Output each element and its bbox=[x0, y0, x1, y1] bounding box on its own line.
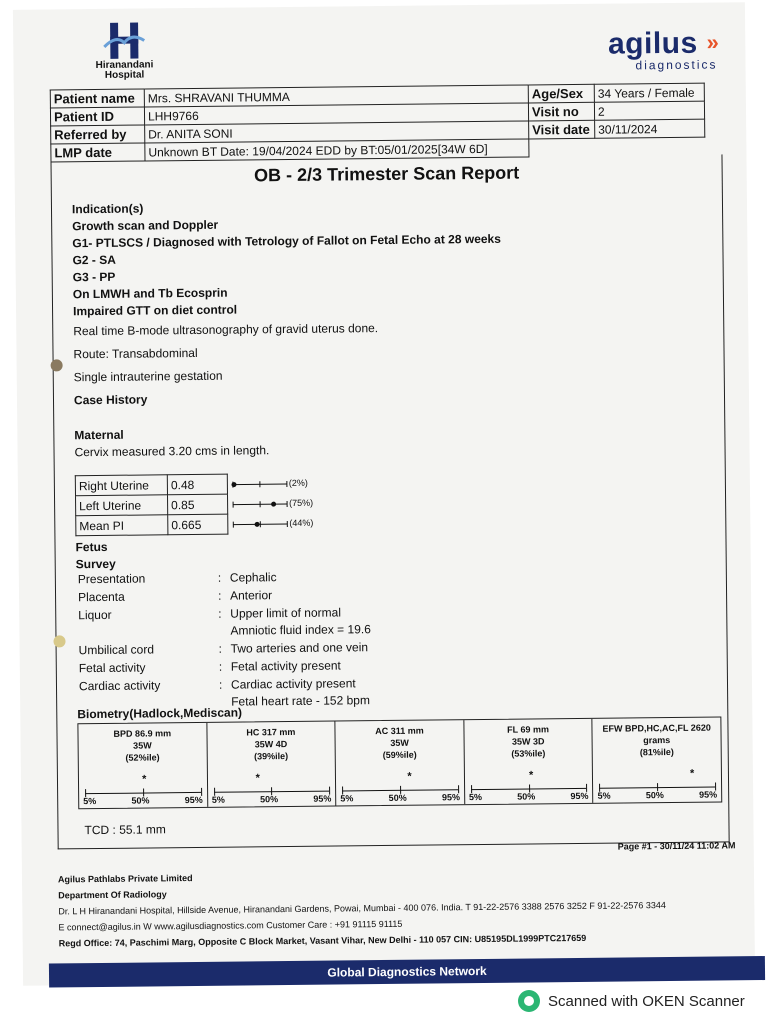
report-sheet bbox=[13, 2, 755, 986]
biometry-line: AC 311 mm bbox=[375, 725, 424, 737]
colon: : bbox=[218, 606, 222, 621]
gauge-marker bbox=[255, 522, 260, 527]
route-text: Route: Transabdominal bbox=[73, 345, 198, 362]
biometry-cell bbox=[336, 720, 465, 805]
doppler-gauge bbox=[227, 493, 327, 514]
biometry-heading: Biometry(Hadlock,Mediscan) bbox=[77, 705, 243, 722]
survey-value-line: Two arteries and one vein bbox=[230, 640, 369, 656]
survey-value bbox=[230, 587, 272, 604]
biometry-cell bbox=[593, 717, 721, 802]
doppler-name: Right Uterine bbox=[75, 475, 167, 496]
doppler-value: 0.48 bbox=[167, 474, 227, 495]
colon: : bbox=[217, 588, 222, 603]
scale-label: 50% bbox=[517, 791, 536, 802]
contact: E connect@agilus.in W www.agilusdiagnostics.com Customer Care : +91 91115 91115 bbox=[58, 918, 403, 933]
agilus-logo bbox=[608, 28, 720, 72]
percentile-marker: * bbox=[255, 772, 260, 785]
survey-value-line: Upper limit of normal bbox=[230, 605, 342, 621]
scale-label: 50% bbox=[131, 795, 150, 806]
scale-label: 5% bbox=[597, 790, 611, 801]
survey-key: Placenta bbox=[77, 589, 125, 605]
report-frame bbox=[50, 154, 729, 849]
case-history-heading: Case History bbox=[73, 392, 148, 408]
biometry-line: (52%ile) bbox=[125, 752, 160, 763]
survey-value bbox=[231, 639, 369, 657]
gauge-percent: (44%) bbox=[289, 517, 314, 529]
scale-label: 5% bbox=[468, 791, 483, 803]
survey-key: Umbilical cord bbox=[78, 642, 155, 658]
percentile-scale bbox=[599, 767, 715, 789]
visit-no: 2 bbox=[594, 101, 704, 120]
survey-value bbox=[230, 604, 371, 639]
vdate-label: Visit date bbox=[529, 120, 595, 139]
scale-labels bbox=[79, 794, 207, 807]
survey-value bbox=[231, 657, 341, 675]
doppler-name: Mean PI bbox=[76, 515, 168, 536]
chevron-icon: » bbox=[706, 29, 720, 55]
scale-label: 5% bbox=[83, 796, 97, 807]
scale-labels bbox=[593, 788, 721, 801]
department: Department Of Radiology bbox=[58, 889, 167, 901]
scale-label: 95% bbox=[184, 794, 203, 806]
doppler-value: 0.85 bbox=[167, 494, 227, 515]
scale-label: 95% bbox=[699, 789, 718, 800]
survey-key: Fetal activity bbox=[78, 660, 146, 676]
scale-labels bbox=[208, 793, 336, 806]
survey-title: Survey bbox=[75, 556, 116, 572]
patient-age: 34 Years / Female bbox=[594, 83, 704, 102]
indication-line: On LMWH and Tb Ecosprin bbox=[72, 285, 228, 302]
id-label: Patient ID bbox=[50, 107, 144, 126]
survey-value bbox=[230, 569, 277, 586]
indication-line: G1- PTLSCS / Diagnosed with Tetrology of Fallot on Fetal Echo at 28 weeks bbox=[72, 231, 501, 251]
biometry-line: (39%ile) bbox=[254, 751, 289, 762]
survey-list bbox=[78, 568, 372, 713]
biometry-cell bbox=[464, 719, 593, 804]
gauge-percent: (2%) bbox=[288, 477, 308, 489]
survey-value-line: Cephalic bbox=[229, 570, 277, 585]
biometry-cell bbox=[207, 722, 336, 807]
survey-value bbox=[231, 675, 370, 710]
age-label: Age/Sex bbox=[528, 84, 594, 103]
findings bbox=[73, 320, 379, 461]
survey-key: Liquor bbox=[78, 607, 112, 623]
percentile-scale bbox=[342, 770, 458, 791]
indication-line: G2 - SA bbox=[72, 252, 116, 268]
survey-row bbox=[79, 657, 372, 677]
biometry-line: 35W 4D bbox=[254, 739, 288, 750]
survey-row bbox=[78, 568, 371, 588]
realtime-text: Real time B-mode ultrasonography of gravid uterus done. bbox=[73, 321, 379, 339]
scale-label: 95% bbox=[570, 790, 589, 802]
colon: : bbox=[218, 641, 223, 656]
cervix-text: Cervix measured 3.20 cms in length. bbox=[74, 443, 270, 460]
biometry-table bbox=[77, 716, 722, 809]
agilus-brand: agilus bbox=[607, 26, 698, 61]
hospital-name: Hiranandani bbox=[95, 59, 154, 71]
gauge-svg bbox=[231, 479, 289, 490]
visit-label: Visit no bbox=[528, 102, 594, 121]
survey-key: Presentation bbox=[77, 571, 146, 587]
percentile-marker: * bbox=[142, 773, 147, 786]
scale-label: 95% bbox=[441, 792, 460, 803]
patient-name: Mrs. SHRAVANI THUMMA bbox=[144, 85, 528, 107]
ref-label: Referred by bbox=[51, 125, 145, 144]
gauge-marker bbox=[231, 482, 236, 487]
patient-id: LHH9766 bbox=[144, 103, 528, 125]
percentile-scale bbox=[85, 773, 201, 794]
gauge-svg bbox=[231, 519, 289, 530]
survey-row bbox=[78, 604, 371, 641]
lmp-date: Unknown BT Date: 19/04/2024 EDD by BT:05/01/2025[34W 6D] bbox=[145, 139, 529, 161]
referred-by: Dr. ANITA SONI bbox=[145, 121, 529, 143]
tcd-text: TCD : 55.1 mm bbox=[84, 822, 166, 838]
biometry-line: 35W 3D bbox=[511, 736, 545, 747]
biometry-line: (81%ile) bbox=[639, 746, 674, 758]
percentile-marker: * bbox=[407, 770, 412, 783]
scale-label: 50% bbox=[388, 792, 407, 803]
punch-hole-icon bbox=[53, 635, 65, 647]
survey-key: Cardiac activity bbox=[78, 678, 161, 694]
percentile-scale bbox=[214, 772, 330, 793]
survey-value-line: Cardiac activity present bbox=[230, 676, 356, 692]
biometry-line: 35W bbox=[133, 740, 152, 751]
biometry-cell bbox=[78, 723, 207, 808]
survey-value-line: Anterior bbox=[229, 588, 273, 603]
biometry-line: (59%ile) bbox=[382, 749, 417, 761]
company-name: Agilus Pathlabs Private Limited bbox=[57, 873, 193, 885]
footer bbox=[58, 865, 666, 951]
percentile-marker: * bbox=[689, 767, 695, 780]
survey-value-line: Fetal activity present bbox=[230, 658, 341, 674]
survey-value-line: Amniotic fluid index = 19.6 bbox=[230, 622, 371, 638]
scanner-watermark bbox=[518, 990, 745, 1012]
scale-labels bbox=[336, 791, 464, 804]
patient-info-table bbox=[50, 83, 706, 163]
hospital-sub: Hospital bbox=[104, 69, 145, 81]
survey-value-line: Fetal heart rate - 152 bpm bbox=[231, 693, 370, 709]
biometry-line: 35W bbox=[390, 737, 409, 748]
lmp-label: LMP date bbox=[51, 143, 145, 162]
survey-row bbox=[78, 586, 371, 606]
colon: : bbox=[218, 659, 223, 674]
indication-line: Impaired GTT on diet control bbox=[72, 302, 238, 319]
scale-label: 5% bbox=[340, 793, 354, 804]
name-label: Patient name bbox=[50, 89, 144, 108]
scale-label: 50% bbox=[260, 794, 279, 805]
gauge-svg bbox=[231, 499, 289, 510]
biometry-line: (53%ile) bbox=[511, 748, 546, 759]
indications bbox=[72, 197, 502, 320]
scale-label: 50% bbox=[645, 790, 664, 801]
hospital-emblem-icon bbox=[102, 20, 146, 60]
indications-heading: Indication(s) bbox=[71, 201, 144, 217]
survey-row bbox=[79, 639, 372, 659]
doppler-gauge bbox=[228, 513, 328, 534]
gauge-marker bbox=[271, 501, 276, 506]
gauge-percent: (75%) bbox=[289, 497, 314, 509]
agilus-sub: diagnostics bbox=[635, 57, 718, 73]
doppler-value: 0.665 bbox=[168, 514, 228, 535]
indication-line: G3 - PP bbox=[72, 269, 116, 285]
colon: : bbox=[217, 570, 222, 585]
page-number: Page #1 - 30/11/24 11:02 AM bbox=[617, 840, 736, 852]
biometry-line: grams bbox=[643, 735, 671, 746]
percentile-marker: * bbox=[528, 769, 534, 782]
network-banner: Global Diagnostics Network bbox=[49, 956, 765, 987]
punch-hole-icon bbox=[51, 359, 63, 371]
biometry-line: EFW BPD,HC,AC,FL 2620 bbox=[602, 722, 711, 734]
hiranandani-logo bbox=[91, 20, 158, 91]
colon: : bbox=[218, 677, 223, 692]
percentile-scale bbox=[471, 769, 587, 790]
scale-label: 95% bbox=[313, 793, 332, 804]
fetus-heading bbox=[75, 539, 115, 573]
scanner-text: Scanned with OKEN Scanner bbox=[548, 992, 745, 1010]
scale-labels bbox=[465, 790, 593, 803]
report-title: OB - 2/3 Trimester Scan Report bbox=[254, 162, 520, 186]
doppler-name: Left Uterine bbox=[76, 495, 168, 516]
biometry-line: HC 317 mm bbox=[246, 726, 296, 738]
address: Dr. L H Hiranandani Hospital, Hillside Avenue, Hiranandani Gardens, Powai, Mumbai - 400 076. India. T 91-22-2576 3388 2576 3252 F 91-22-2576 3344 bbox=[58, 900, 666, 917]
fetus-title: Fetus bbox=[75, 539, 108, 555]
doppler-table bbox=[75, 473, 329, 537]
regd-office: Regd Office: 74, Paschimi Marg, Opposite C Block Market, Vasant Vihar, New Delhi - 110 057 CIN: U85195DL1999PTC217659 bbox=[58, 932, 587, 949]
indication-line: Growth scan and Doppler bbox=[72, 217, 219, 234]
gestation-text: Single intrauterine gestation bbox=[73, 368, 223, 385]
oken-logo-icon bbox=[518, 990, 540, 1012]
maternal-heading: Maternal bbox=[74, 427, 124, 443]
visit-date: 30/11/2024 bbox=[595, 119, 705, 138]
biometry-line: FL 69 mm bbox=[507, 724, 550, 735]
scale-label: 5% bbox=[211, 794, 225, 805]
doppler-gauge bbox=[227, 473, 327, 494]
biometry-line: BPD 86.9 mm bbox=[113, 728, 172, 739]
